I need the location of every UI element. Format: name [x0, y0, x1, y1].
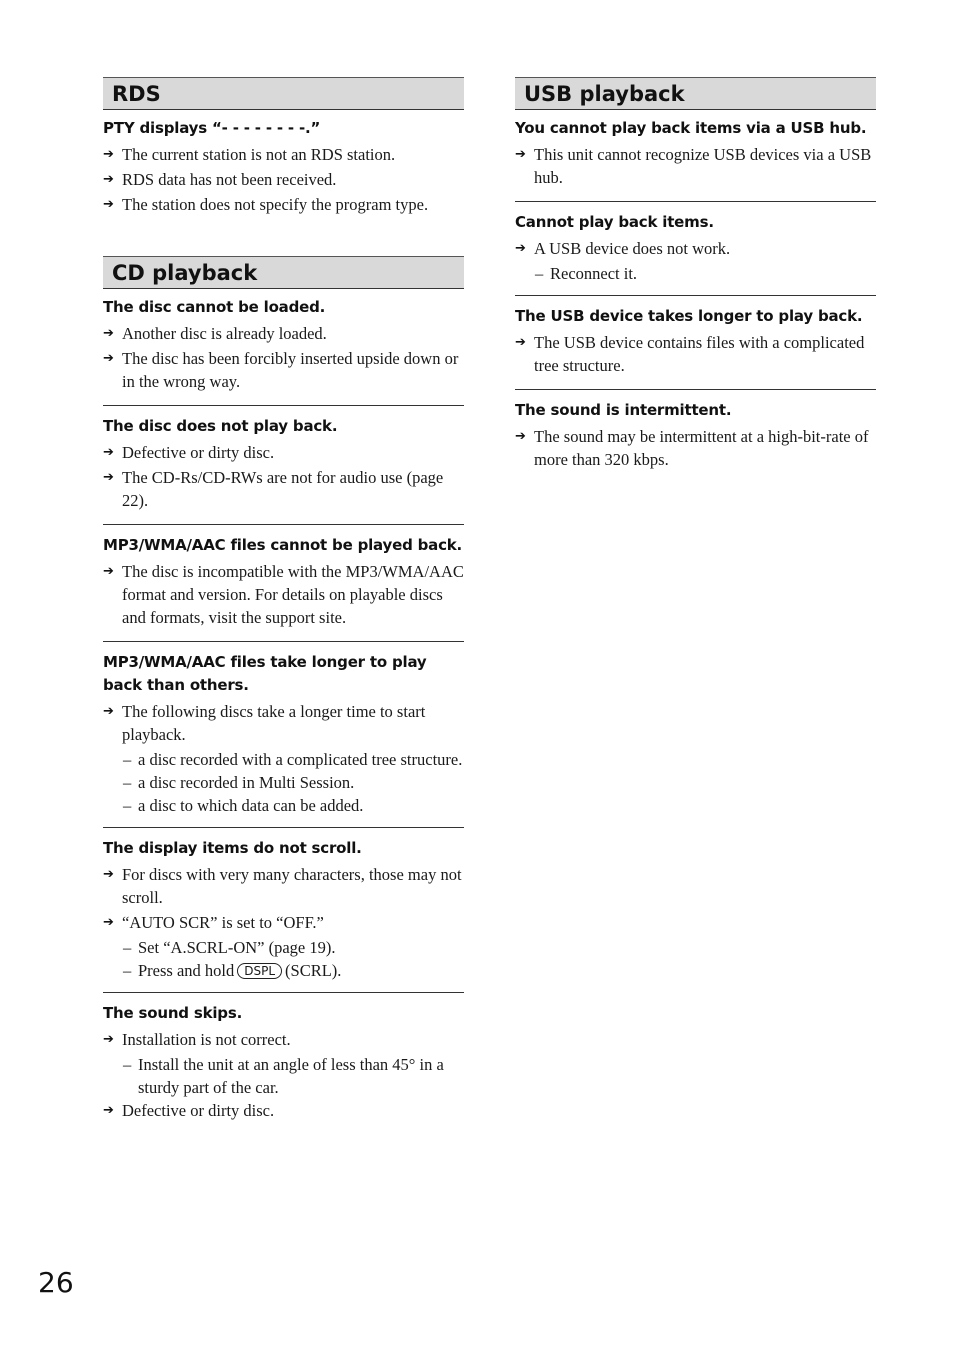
arrow-right-icon: ➔ — [103, 147, 114, 162]
cause-line — [103, 1028, 464, 1051]
arrow-right-icon: ➔ — [103, 197, 114, 212]
dash-marker: – — [123, 938, 132, 957]
remedy-text: Press and hold — [138, 961, 235, 980]
dash-marker: – — [123, 750, 132, 769]
arrow-right-icon: ➔ — [103, 867, 114, 882]
remedy-line — [103, 748, 464, 771]
problem-heading: PTY displays “- - - - - - - -.” — [103, 119, 321, 137]
cause-line — [103, 143, 464, 166]
trouble-item — [103, 289, 464, 405]
cause-line — [103, 441, 464, 464]
trouble-item — [103, 641, 464, 827]
trouble-item — [103, 405, 464, 524]
section-heading-cd-playback: CD playback — [103, 256, 464, 289]
remedy-line — [515, 262, 876, 285]
arrow-right-icon: ➔ — [103, 445, 114, 460]
arrow-right-icon: ➔ — [515, 241, 526, 256]
arrow-right-icon: ➔ — [515, 335, 526, 350]
cause-text: The disc has been forcibly inserted upside down or in the wrong way. — [122, 349, 459, 391]
cause-text: The USB device contains files with a complicated tree structure. — [534, 333, 865, 375]
remedy-text: a disc to which data can be added. — [138, 796, 364, 815]
arrow-right-icon: ➔ — [103, 1103, 114, 1118]
trouble-item — [103, 827, 464, 992]
trouble-item — [515, 389, 876, 483]
remedy-text: Install the unit at an angle of less than 45° in a sturdy part of the car. — [138, 1055, 444, 1097]
cause-line — [103, 193, 464, 216]
problem-heading: The sound skips. — [103, 1004, 243, 1022]
cause-text: The station does not specify the program type. — [122, 195, 429, 214]
cause-line — [515, 143, 876, 189]
problem-heading: The disc cannot be loaded. — [103, 298, 326, 316]
remedy-line — [103, 1053, 464, 1099]
arrow-right-icon: ➔ — [103, 704, 114, 719]
cause-text: Another disc is already loaded. — [122, 324, 327, 343]
dash-marker: – — [123, 796, 132, 815]
problem-heading: You cannot play back items via a USB hub. — [515, 119, 867, 137]
remedy-text: a disc recorded in Multi Session. — [138, 773, 355, 792]
remedy-line — [103, 959, 464, 982]
dash-marker: – — [123, 1055, 132, 1074]
cause-text: For discs with very many characters, those may not scroll. — [122, 865, 462, 907]
cause-text: The disc is incompatible with the MP3/WMA/AAC format and version. For details on playable discs and formats, visit the support site. — [122, 562, 464, 627]
trouble-item — [515, 110, 876, 201]
trouble-item — [515, 201, 876, 295]
page-number: 26 — [38, 1266, 74, 1299]
section-heading-usb-playback: USB playback — [515, 77, 876, 110]
cause-line — [515, 331, 876, 377]
arrow-right-icon: ➔ — [515, 429, 526, 444]
remedy-text: Set “A.SCRL-ON” (page 19). — [138, 938, 336, 957]
cause-line — [103, 700, 464, 746]
dspl-button-icon: DSPL — [237, 963, 282, 979]
trouble-item — [103, 110, 464, 228]
cause-line — [103, 347, 464, 393]
cause-text: The sound may be intermittent at a high-bit-rate of more than 320 kbps. — [534, 427, 869, 469]
cd-items — [103, 289, 464, 1134]
remedy-text: (SCRL). — [285, 961, 342, 980]
arrow-right-icon: ➔ — [515, 147, 526, 162]
remedy-line — [103, 771, 464, 794]
problem-heading: MP3/WMA/AAC files take longer to play back than others. — [103, 653, 427, 694]
cause-line — [103, 911, 464, 934]
cause-text: Defective or dirty disc. — [122, 443, 275, 462]
cause-text: RDS data has not been received. — [122, 170, 337, 189]
problem-heading: Cannot play back items. — [515, 213, 714, 231]
arrow-right-icon: ➔ — [103, 564, 114, 579]
arrow-right-icon: ➔ — [103, 1032, 114, 1047]
remedy-line — [103, 936, 464, 959]
trouble-item — [515, 295, 876, 389]
left-column — [103, 77, 464, 1134]
cause-text: This unit cannot recognize USB devices via a USB hub. — [534, 145, 872, 187]
trouble-item — [103, 524, 464, 641]
cause-line — [103, 863, 464, 909]
remedy-line — [103, 794, 464, 817]
cause-text: A USB device does not work. — [534, 239, 731, 258]
dash-marker: – — [123, 773, 132, 792]
remedy-text: a disc recorded with a complicated tree structure. — [138, 750, 463, 769]
cause-text: The current station is not an RDS station. — [122, 145, 396, 164]
problem-heading: MP3/WMA/AAC files cannot be played back. — [103, 536, 463, 554]
cause-line — [103, 1099, 464, 1122]
cause-line — [103, 168, 464, 191]
cause-text: “AUTO SCR” is set to “OFF.” — [122, 913, 324, 932]
cause-text: Defective or dirty disc. — [122, 1101, 275, 1120]
arrow-right-icon: ➔ — [103, 470, 114, 485]
arrow-right-icon: ➔ — [103, 915, 114, 930]
arrow-right-icon: ➔ — [103, 351, 114, 366]
arrow-right-icon: ➔ — [103, 326, 114, 341]
problem-heading: The USB device takes longer to play back. — [515, 307, 863, 325]
trouble-item — [103, 992, 464, 1134]
cause-line — [103, 560, 464, 629]
problem-heading: The sound is intermittent. — [515, 401, 732, 419]
cause-line — [103, 322, 464, 345]
problem-heading: The disc does not play back. — [103, 417, 338, 435]
problem-heading: The display items do not scroll. — [103, 839, 362, 857]
usb-items — [515, 110, 876, 483]
cause-line — [103, 466, 464, 512]
right-column — [515, 77, 876, 483]
cause-line — [515, 425, 876, 471]
remedy-text: Reconnect it. — [550, 264, 638, 283]
cause-text: Installation is not correct. — [122, 1030, 291, 1049]
cause-line — [515, 237, 876, 260]
cause-text: The CD-Rs/CD-RWs are not for audio use (page 22). — [122, 468, 444, 510]
section-heading-rds: RDS — [103, 77, 464, 110]
arrow-right-icon: ➔ — [103, 172, 114, 187]
dash-marker: – — [535, 264, 544, 283]
cause-text: The following discs take a longer time to start playback. — [122, 702, 426, 744]
rds-items — [103, 110, 464, 228]
dash-marker: – — [123, 961, 132, 980]
